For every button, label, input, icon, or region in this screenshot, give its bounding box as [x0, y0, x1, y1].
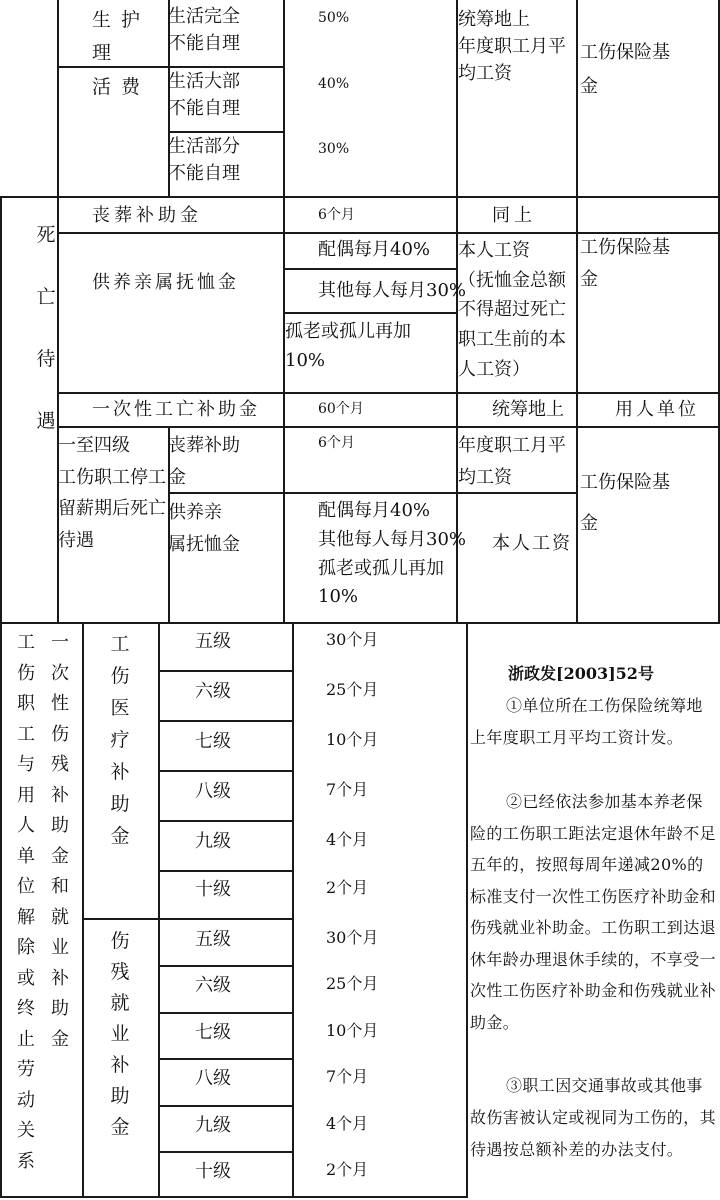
lump-sum-death-label: 一次性工亡补助金: [92, 399, 260, 420]
survivor-spouse-rate: 配偶每月40%: [318, 239, 431, 260]
notes-paragraph-2: ②已经依法参加基本养老保险的工伤职工距法定退休年龄不足五年的，按照每周年递减20%的标准支付一次性工伤医疗补助金和伤残就业补助金。工伤职工到达退休年龄办理退休手续的，不享受一次性工伤医疗补助金和伤残就业补助金。: [470, 792, 717, 1032]
table-border: [158, 1105, 292, 1107]
lump-sum-basis: 统筹地上: [492, 399, 564, 420]
suspended-funeral-basis: 年度职工月平 均工资: [458, 435, 566, 488]
grade-level: 九级: [195, 1115, 231, 1136]
table-border: [0, 196, 2, 624]
grade-months: 2个月: [326, 1160, 369, 1179]
table-border: [57, 426, 719, 428]
suspended-funeral-months: 6个月: [318, 435, 355, 451]
grade-months: 25个月: [326, 680, 379, 699]
grade-level: 六级: [195, 681, 231, 702]
grade-months: 4个月: [326, 830, 369, 849]
nursing-fund-source: 工伤保险基 金: [580, 42, 670, 98]
nursing-rate: 40%: [318, 76, 350, 92]
table-border: [158, 1012, 292, 1014]
suspended-survivor-basis: 本人工资: [492, 533, 572, 554]
nursing-fee-label: 生 护 理 活 费: [92, 9, 143, 98]
funeral-subsidy-label: 丧葬补助金: [92, 205, 202, 226]
lump-sum-death-months: 60个月: [318, 401, 364, 417]
suspended-funeral-label: 丧葬补助 金: [168, 435, 240, 488]
lump-sum-payer: 用人单位: [615, 399, 699, 420]
grade-level: 八级: [195, 1068, 231, 1089]
grade-level: 七级: [195, 1022, 231, 1043]
grade-months: 4个月: [326, 1114, 369, 1133]
table-border: [158, 1058, 292, 1060]
grade-level: 五级: [195, 631, 231, 652]
table-border: [158, 720, 292, 722]
nursing-rate: 30%: [318, 141, 350, 157]
survivor-other-rate: 其他每人每月30%: [318, 280, 467, 301]
table-border: [158, 622, 160, 1198]
table-border: [158, 670, 292, 672]
table-border: [0, 622, 720, 624]
nursing-level: 生活完全 不能自理: [168, 6, 240, 54]
grade-months: 30个月: [326, 630, 379, 649]
notes-paragraph-1: ①单位所在工伤保险统筹地上年度职工月平均工资计发。: [470, 696, 703, 747]
table-border: [0, 196, 720, 198]
suspended-survivor-rates: 配偶每月40% 其他每人每月30% 孤老或孤儿再加 10%: [318, 500, 467, 608]
medical-subsidy-label: 工伤医疗补助金: [110, 633, 130, 847]
grade-months: 10个月: [326, 1021, 379, 1040]
table-border: [82, 918, 292, 920]
notes-title: 浙政发[2003]52号: [508, 664, 654, 683]
survivor-basis: 本人工资 （抚恤金总额 不得超过死亡 职工生前的本 人工资）: [458, 240, 566, 380]
grade-months: 10个月: [326, 730, 379, 749]
grade-level: 八级: [195, 781, 231, 802]
table-border: [158, 870, 292, 872]
grade-level: 九级: [195, 831, 231, 852]
nursing-level: 生活部分 不能自理: [168, 136, 240, 184]
table-border: [158, 770, 292, 772]
table-border: [57, 392, 719, 394]
funeral-basis: 同上: [492, 205, 536, 226]
table-border: [283, 312, 456, 314]
grade-months: 7个月: [326, 780, 369, 799]
survivor-pension-label: 供养亲属抚恤金: [92, 272, 239, 293]
table-border: [292, 622, 294, 1198]
grade-months: 25个月: [326, 974, 379, 993]
nursing-rate: 50%: [318, 10, 350, 26]
table-border: [0, 622, 2, 1198]
death-benefits-label: 死亡待遇: [36, 224, 56, 432]
grade-months: 2个月: [326, 878, 369, 897]
table-border: [283, 268, 456, 270]
employment-subsidy-label: 伤残就业补助金: [110, 930, 130, 1138]
funeral-subsidy-months: 6个月: [318, 207, 355, 223]
grade-level: 五级: [195, 929, 231, 950]
termination-label: 工伤职工与用人单位解除或终止劳动关系: [17, 632, 35, 1172]
grade-level: 七级: [195, 731, 231, 752]
notes-paragraph-3: ③职工因交通事故或其他事故伤害被认定或视同为工伤的，其待遇按总额补差的办法支付。: [470, 1076, 717, 1159]
table-border: [576, 0, 578, 624]
grade-level: 六级: [195, 975, 231, 996]
suspended-death-label: 一至四级 工伤职工停工 留薪期后死亡 待遇: [58, 435, 166, 551]
nursing-level: 生活大部 不能自理: [168, 71, 240, 119]
table-border: [158, 820, 292, 822]
grade-level: 十级: [195, 1161, 231, 1182]
grade-months: 7个月: [326, 1067, 369, 1086]
nursing-basis: 统筹地上 年度职工月平 均工资: [458, 9, 566, 84]
table-border: [158, 1151, 292, 1153]
table-border: [82, 622, 84, 1198]
table-border: [0, 1196, 468, 1198]
lump-sum-label: 一次性伤残补助金和就业补助金: [51, 632, 69, 1050]
grade-level: 十级: [195, 879, 231, 900]
suspended-fund-source: 工伤保险基 金: [580, 472, 670, 535]
table-border: [158, 965, 292, 967]
suspended-survivor-label: 供养亲 属抚恤金: [168, 502, 240, 555]
survivor-orphan-extra: 孤老或孤儿再加 10%: [285, 321, 411, 371]
table-border: [283, 0, 285, 624]
survivor-fund-source: 工伤保险基 金: [580, 237, 670, 290]
table-border: [466, 622, 468, 1198]
grade-months: 30个月: [326, 928, 379, 947]
